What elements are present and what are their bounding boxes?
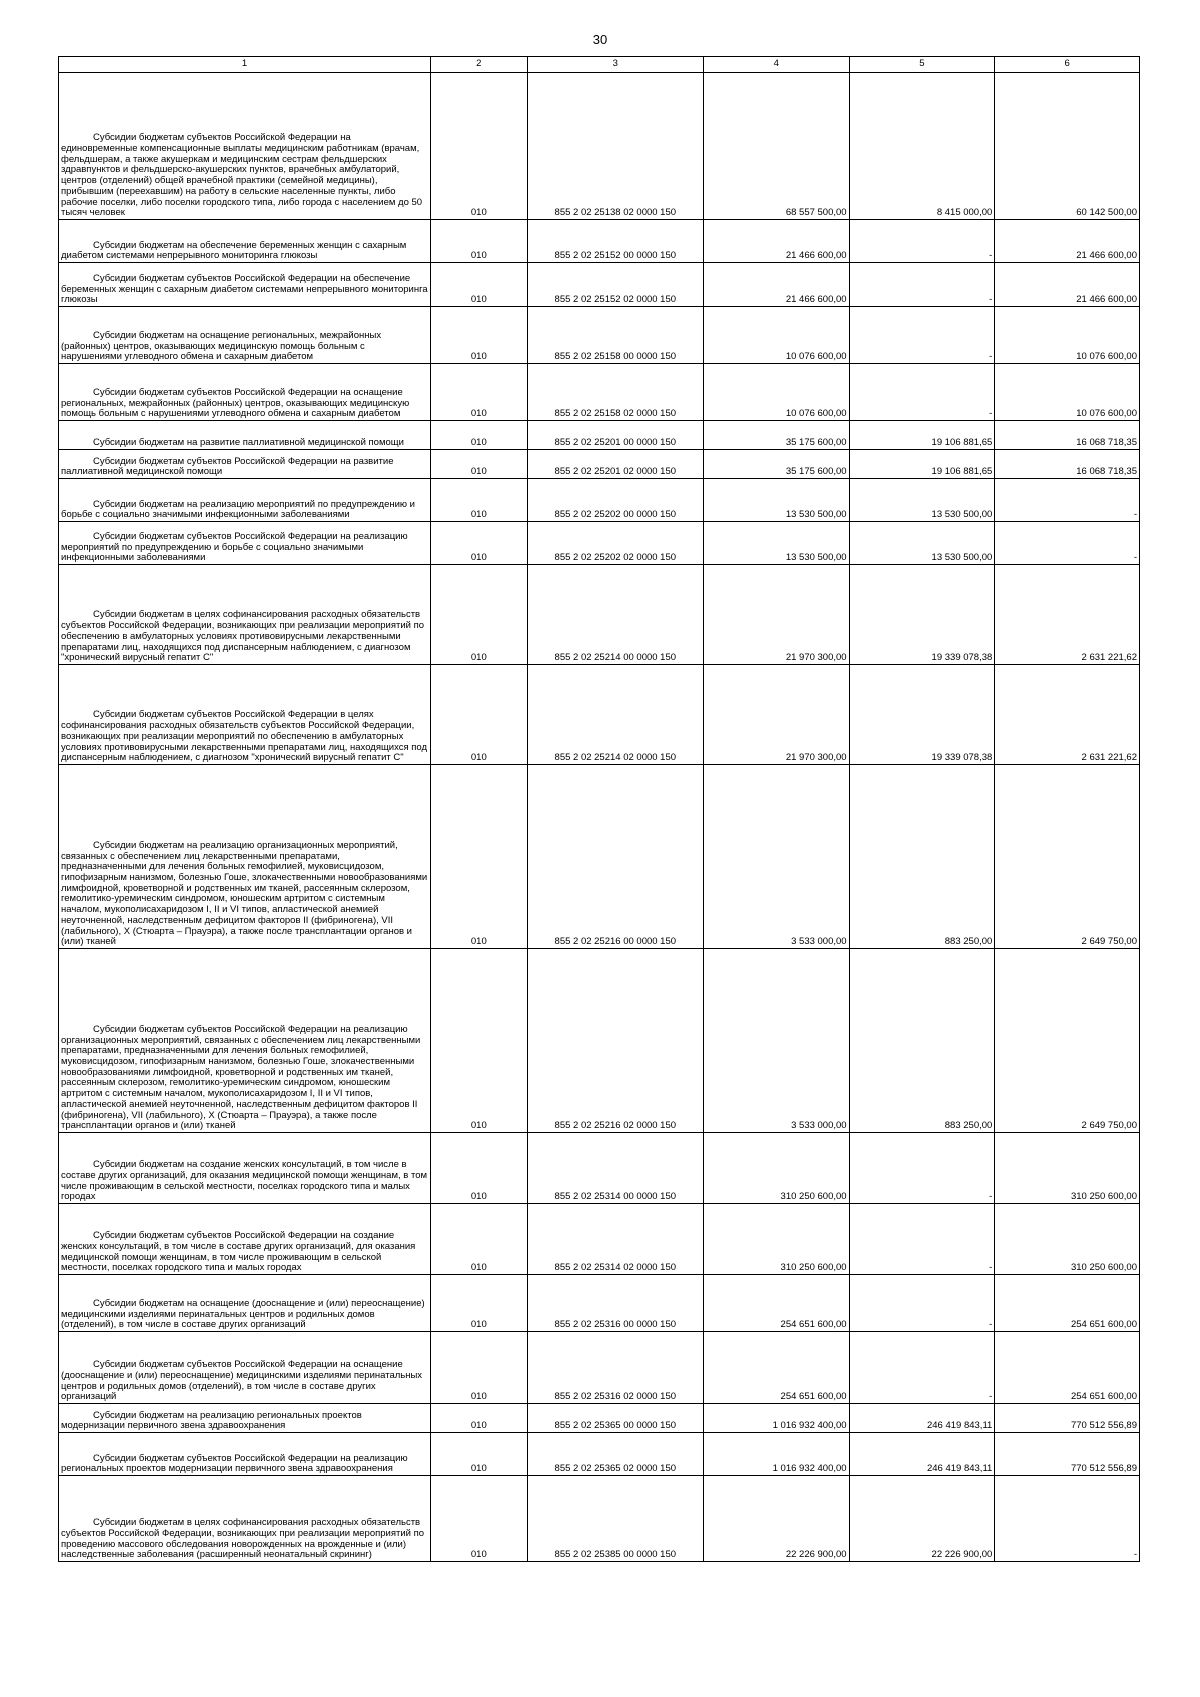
table-row [59,1476,1140,1562]
row-code: 010 [430,1404,527,1433]
row-name: Субсидии бюджетам на реализацию региональных проектов модернизации первичного звена здравоохранения [59,1404,431,1433]
table-row [59,522,1140,565]
row-col5-value: 13 530 500,00 [849,479,995,522]
row-code: 010 [430,665,527,765]
row-col4-value: 21 970 300,00 [703,665,849,765]
row-col5-value: - [849,1332,995,1404]
table-row [59,1404,1140,1433]
column-header: 6 [995,57,1140,73]
row-col5-value: 883 250,00 [849,765,995,949]
row-col5-value: - [849,1275,995,1332]
row-code: 010 [430,263,527,307]
row-col4-value: 22 226 900,00 [703,1476,849,1562]
row-code: 010 [430,421,527,450]
column-header: 3 [527,57,703,73]
budget-table [58,56,1140,1562]
row-name: Субсидии бюджетам на оснащение (дооснащение и (или) переоснащение) медицинскими изделиями перинатальных центров и родильных домов (отделений), в том числе в составе других организаций [59,1275,431,1332]
table-row [59,1204,1140,1275]
table-row [59,1332,1140,1404]
row-code: 010 [430,1275,527,1332]
row-kbk: 855 2 02 25365 02 0000 150 [527,1433,703,1476]
row-col4-value: 1 016 932 400,00 [703,1433,849,1476]
table-row [59,421,1140,450]
row-name: Субсидии бюджетам субъектов Российской Федерации на обеспечение беременных женщин с сахарным диабетом системами непрерывного мониторинга глюкозы [59,263,431,307]
row-code: 010 [430,765,527,949]
row-name: Субсидии бюджетам на оснащение региональных, межрайонных (районных) центров, оказывающих медицинскую помощь больным с нарушениями углеводного обмена и сахарным диабетом [59,307,431,364]
row-col5-value: 22 226 900,00 [849,1476,995,1562]
row-col5-value: 13 530 500,00 [849,522,995,565]
column-header: 1 [59,57,431,73]
row-name: Субсидии бюджетам субъектов Российской Федерации на реализацию региональных проектов модернизации первичного звена здравоохранения [59,1433,431,1476]
table-row [59,949,1140,1133]
row-col5-value: - [849,263,995,307]
row-col4-value: 21 466 600,00 [703,220,849,263]
row-col5-value: 246 419 843,11 [849,1433,995,1476]
row-code: 010 [430,1476,527,1562]
row-name: Субсидии бюджетам субъектов Российской Федерации на реализацию мероприятий по предупреждению и борьбе с социально значимыми инфекционными заболеваниями [59,522,431,565]
table-row [59,307,1140,364]
table-row [59,1133,1140,1204]
row-col4-value: 310 250 600,00 [703,1204,849,1275]
table-row [59,479,1140,522]
row-name: Субсидии бюджетам на обеспечение беременных женщин с сахарным диабетом системами непрерывного мониторинга глюкозы [59,220,431,263]
row-col6-value: 2 631 221,62 [995,665,1140,765]
row-name: Субсидии бюджетам в целях софинансирования расходных обязательств субъектов Российской Федерации, возникающих при реализации мероприятий по проведению массового обследования новорожденных на врожденные и (или) наследственные заболевания (расширенный неонатальный скрининг) [59,1476,431,1562]
row-col5-value: 8 415 000,00 [849,73,995,220]
table-row [59,220,1140,263]
row-col6-value: - [995,522,1140,565]
row-code: 010 [430,1433,527,1476]
row-col5-value: 246 419 843,11 [849,1404,995,1433]
table-row [59,73,1140,220]
row-col4-value: 310 250 600,00 [703,1133,849,1204]
row-kbk: 855 2 02 25214 00 0000 150 [527,565,703,665]
row-kbk: 855 2 02 25216 02 0000 150 [527,949,703,1133]
row-name: Субсидии бюджетам на реализацию мероприятий по предупреждению и борьбе с социально значимыми инфекционными заболеваниями [59,479,431,522]
table-row [59,450,1140,479]
row-name: Субсидии бюджетам субъектов Российской Федерации на оснащение региональных, межрайонных (районных) центров, оказывающих медицинскую помощь больным с нарушениями углеводного обмена и сахарным диабетом [59,364,431,421]
row-kbk: 855 2 02 25158 00 0000 150 [527,307,703,364]
row-col6-value: 2 649 750,00 [995,949,1140,1133]
row-kbk: 855 2 02 25214 02 0000 150 [527,665,703,765]
row-name: Субсидии бюджетам на реализацию организационных мероприятий, связанных с обеспечением лиц лекарственными препаратами, предназначенными для лечения больных гемофилией, муковисцидозом, гипофизарным нанизмом, болезнью Гоше, злокачественными новообразованиями лимфоидной, кроветворной и родственных им тканей, рассеянным склерозом, гемолитико-уремическим синдромом, юношеским артритом с системным началом, мукополисахаридозом I, II и VI типов, апластической анемией неуточненной, наследственным дефицитом факторов II (фибриногена), VII (лабильного), X (Стюарта – Прауэра), а также после трансплантации органов и (или) тканей [59,765,431,949]
row-name: Субсидии бюджетам в целях софинансирования расходных обязательств субъектов Российской Федерации, возникающих при реализации мероприятий по обеспечению в амбулаторных условиях противовирусными лекарственными препаратами лиц, находящихся под диспансерным наблюдением, с диагнозом "хронический вирусный гепатит С" [59,565,431,665]
row-col4-value: 21 466 600,00 [703,263,849,307]
row-col5-value: - [849,220,995,263]
column-header: 2 [430,57,527,73]
row-code: 010 [430,522,527,565]
row-name: Субсидии бюджетам субъектов Российской Федерации на развитие паллиативной медицинской помощи [59,450,431,479]
row-kbk: 855 2 02 25316 02 0000 150 [527,1332,703,1404]
row-name: Субсидии бюджетам субъектов Российской Федерации на реализацию организационных мероприятий, связанных с обеспечением лиц лекарственными препаратами, предназначенными для лечения больных гемофилией, муковисцидозом, гипофизарным нанизмом, болезнью Гоше, злокачественными новообразованиями лимфоидной, кроветворной и родственных им тканей, рассеянным склерозом, гемолитико-уремическим синдромом, юношеским артритом с системным началом, мукополисахаридозом I, II и VI типов, апластической анемией неуточненной, наследственным дефицитом факторов II (фибриногена), VII (лабильного), X (Стюарта – Прауэра), а также после трансплантации органов и (или) тканей [59,949,431,1133]
row-col4-value: 254 651 600,00 [703,1275,849,1332]
row-name: Субсидии бюджетам субъектов Российской Федерации на единовременные компенсационные выплаты медицинским работникам (врачам, фельдшерам, а также акушеркам и медицинским сестрам фельдшерских здравпунктов и фельдшерско-акушерских пунктов, врачебных амбулаторий, центров (отделений) общей врачебной практики (семейной медицины), прибывшим (переехавшим) на работу в сельские населенные пункты, либо рабочие поселки, либо поселки городского типа, либо города с населением до 50 тысяч человек [59,73,431,220]
row-kbk: 855 2 02 25152 02 0000 150 [527,263,703,307]
row-col4-value: 35 175 600,00 [703,421,849,450]
row-col6-value: 770 512 556,89 [995,1404,1140,1433]
row-kbk: 855 2 02 25385 00 0000 150 [527,1476,703,1562]
page-number: 30 [592,32,608,47]
row-col4-value: 254 651 600,00 [703,1332,849,1404]
row-col5-value: 883 250,00 [849,949,995,1133]
row-col4-value: 10 076 600,00 [703,307,849,364]
row-col6-value: 60 142 500,00 [995,73,1140,220]
row-kbk: 855 2 02 25365 00 0000 150 [527,1404,703,1433]
table-row [59,1433,1140,1476]
row-col6-value: 21 466 600,00 [995,220,1140,263]
row-code: 010 [430,949,527,1133]
row-col6-value: - [995,479,1140,522]
column-header: 5 [849,57,995,73]
table-row [59,765,1140,949]
row-code: 010 [430,220,527,263]
row-kbk: 855 2 02 25216 00 0000 150 [527,765,703,949]
table-header-row [59,57,1140,73]
row-col4-value: 1 016 932 400,00 [703,1404,849,1433]
row-kbk: 855 2 02 25202 02 0000 150 [527,522,703,565]
row-name: Субсидии бюджетам субъектов Российской Федерации на оснащение (дооснащение и (или) переоснащение) медицинскими изделиями перинатальных центров и родильных домов (отделений), в том числе в составе других организаций [59,1332,431,1404]
row-col4-value: 21 970 300,00 [703,565,849,665]
row-kbk: 855 2 02 25202 00 0000 150 [527,479,703,522]
row-name: Субсидии бюджетам субъектов Российской Федерации в целях софинансирования расходных обязательств субъектов Российской Федерации, возникающих при реализации мероприятий по обеспечению в амбулаторных условиях противовирусными лекарственными препаратами лиц, находящихся под диспансерным наблюдением, с диагнозом "хронический вирусный гепатит С" [59,665,431,765]
row-col4-value: 13 530 500,00 [703,522,849,565]
row-col6-value: 310 250 600,00 [995,1133,1140,1204]
row-code: 010 [430,1204,527,1275]
table-row [59,1275,1140,1332]
row-col4-value: 10 076 600,00 [703,364,849,421]
row-kbk: 855 2 02 25138 02 0000 150 [527,73,703,220]
row-kbk: 855 2 02 25158 02 0000 150 [527,364,703,421]
row-col5-value: 19 106 881,65 [849,450,995,479]
row-code: 010 [430,73,527,220]
row-col6-value: 2 649 750,00 [995,765,1140,949]
row-kbk: 855 2 02 25314 02 0000 150 [527,1204,703,1275]
row-col5-value: 19 339 078,38 [849,565,995,665]
row-col5-value: 19 106 881,65 [849,421,995,450]
row-col6-value: 10 076 600,00 [995,307,1140,364]
row-code: 010 [430,479,527,522]
row-col6-value: 2 631 221,62 [995,565,1140,665]
row-col6-value: 16 068 718,35 [995,450,1140,479]
row-kbk: 855 2 02 25314 00 0000 150 [527,1133,703,1204]
row-col5-value: - [849,1133,995,1204]
row-code: 010 [430,307,527,364]
row-code: 010 [430,450,527,479]
table-row [59,263,1140,307]
row-col5-value: - [849,1204,995,1275]
row-col6-value: 310 250 600,00 [995,1204,1140,1275]
row-col4-value: 13 530 500,00 [703,479,849,522]
row-kbk: 855 2 02 25152 00 0000 150 [527,220,703,263]
row-col6-value: 254 651 600,00 [995,1332,1140,1404]
row-col6-value: 21 466 600,00 [995,263,1140,307]
row-col5-value: - [849,364,995,421]
row-name: Субсидии бюджетам на развитие паллиативной медицинской помощи [59,421,431,450]
row-col6-value: 254 651 600,00 [995,1275,1140,1332]
row-col6-value: 770 512 556,89 [995,1433,1140,1476]
row-col4-value: 35 175 600,00 [703,450,849,479]
row-col6-value: 16 068 718,35 [995,421,1140,450]
row-code: 010 [430,364,527,421]
row-kbk: 855 2 02 25201 02 0000 150 [527,450,703,479]
table-row [59,364,1140,421]
row-col4-value: 68 557 500,00 [703,73,849,220]
row-code: 010 [430,1133,527,1204]
row-col5-value: 19 339 078,38 [849,665,995,765]
column-header: 4 [703,57,849,73]
row-name: Субсидии бюджетам на создание женских консультаций, в том числе в составе других организаций, для оказания медицинской помощи женщинам, в том числе проживающим в сельской местности, поселках городского типа и малых городах [59,1133,431,1204]
row-col6-value: 10 076 600,00 [995,364,1140,421]
row-col4-value: 3 533 000,00 [703,949,849,1133]
row-col5-value: - [849,307,995,364]
row-code: 010 [430,565,527,665]
row-name: Субсидии бюджетам субъектов Российской Федерации на создание женских консультаций, в том числе в составе других организаций, для оказания медицинской помощи женщинам, в том числе проживающим в сельской местности, поселках городского типа и малых городах [59,1204,431,1275]
row-code: 010 [430,1332,527,1404]
row-col4-value: 3 533 000,00 [703,765,849,949]
table-row [59,665,1140,765]
row-kbk: 855 2 02 25316 00 0000 150 [527,1275,703,1332]
table-row [59,565,1140,665]
row-kbk: 855 2 02 25201 00 0000 150 [527,421,703,450]
row-col6-value: - [995,1476,1140,1562]
